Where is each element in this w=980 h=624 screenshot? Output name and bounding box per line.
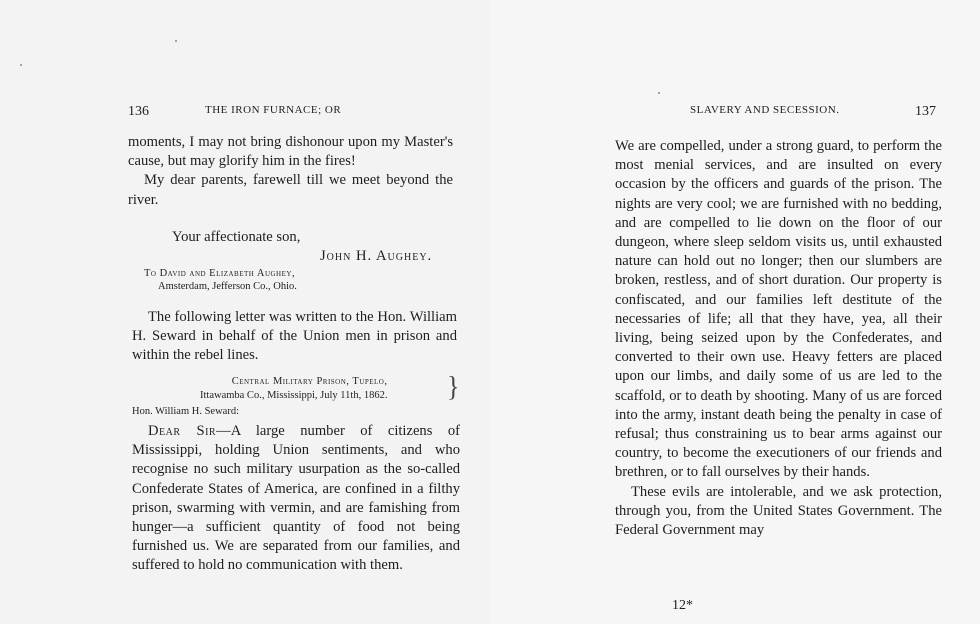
left-top-text (128, 133, 453, 210)
dateline-line: Ittawamba Co., Mississippi, July 11th, 1862. (200, 390, 388, 401)
left-page-number: 136 (128, 104, 149, 119)
farewell-paragraph: My dear parents, farewell till we meet beyond the river. (128, 172, 453, 208)
brace-mark: } (447, 370, 460, 403)
left-running-head: THE IRON FURNACE; OR (205, 104, 342, 116)
right-closing-paragraph: These evils are intolerable, and we ask protection, through you, from the United States Government. The Federal Government may (615, 483, 942, 539)
intro-paragraph: moments, I may not bring dishonour upon my Master's cause, but may glorify him in the fires! (128, 134, 453, 170)
right-running-head: SLAVERY AND SECESSION. (690, 104, 840, 116)
address-line: To David and Elizabeth Aughey, (144, 268, 296, 279)
paper-speck (658, 92, 660, 94)
paper-speck (175, 40, 177, 42)
right-body (615, 137, 942, 540)
right-body-paragraph: We are compelled, under a strong guard, to perform the most menial services, and are insulted on every occasion by the officers and guards of the prison. The nights are very cool; we are furnished with no bedding, and are compelled to lie down on the floor of our dungeon, where sleep seldom visits us, until exhausted nature can hold out no longer; then our slumbers are broken, restless, and of short duration. Our property is confiscated, and our families left destitute of the necessaries of life; all that they have, yea, all their living, being seized upon by the Confederates, and converted to their own use. Heavy fetters are placed upon our limbs, and daily some of us are led to the scaffold, or to death by shooting. Many of us are forced into the army, instant death being the penalty in case of refusal; thus constraining us to bear arms against our country, to become the executioners of our friends and brethren, or to fall ourselves by their hands. (615, 138, 942, 481)
signature-mark: 12* (672, 598, 693, 613)
address-block (144, 267, 297, 293)
salutation: Hon. William H. Seward: (132, 406, 239, 417)
letter-body (132, 422, 460, 576)
address-line: Amsterdam, Jefferson Co., Ohio. (158, 281, 297, 292)
letter-closing: Your affectionate son, (172, 229, 301, 245)
letter-intro (132, 308, 457, 366)
dateline-line: Central Military Prison, Tupelo, (231, 376, 388, 387)
paper-speck (20, 64, 22, 66)
letter-body-text: —A large number of citizens of Mississippi, holding Union sentiments, and who recognise no such military usurpation as the so-called Confederate States of America, are confined in a filthy prison, swarming with vermin, and are famishing from hunger—a sufficient quantity of food not being furnished us. We are separated from our families, and suffered to hold no communication with them. (132, 423, 461, 574)
signature: John H. Aughey. (320, 248, 433, 264)
right-page (490, 0, 980, 624)
letter-intro-paragraph: The following letter was written to the Hon. William H. Seward in behalf of the Union men in prison and within the rebel lines. (132, 309, 457, 364)
right-page-number: 137 (915, 104, 936, 119)
letter-body-paragraph (132, 422, 460, 576)
dateline (200, 375, 387, 403)
greeting: Dear Sir (148, 423, 217, 439)
